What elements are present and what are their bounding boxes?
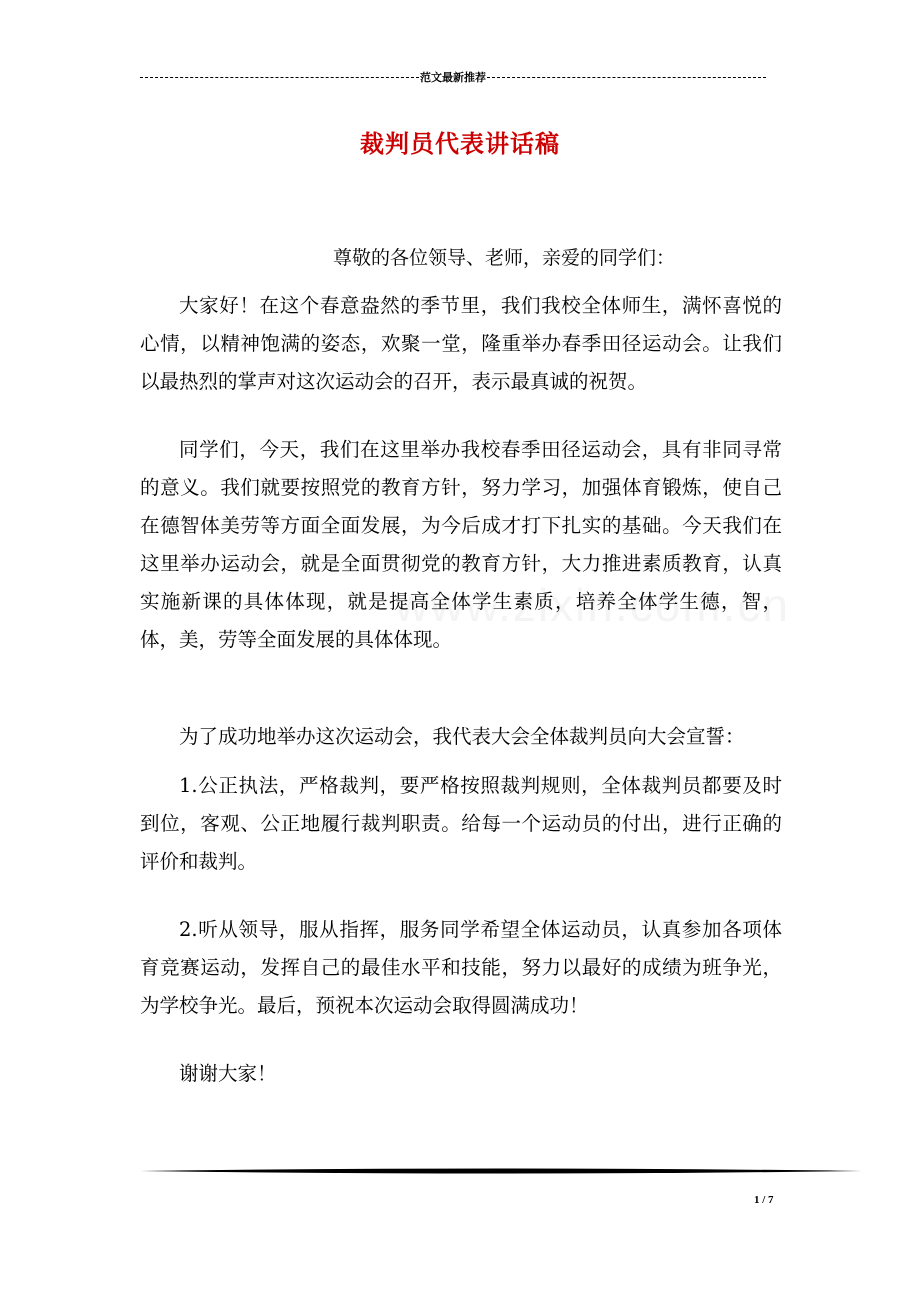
header-rule — [140, 70, 766, 84]
paragraph-4: 1.公正执法，严格裁判，要严格按照裁判规则，全体裁判员都要及时到位，客观、公正地履行裁判职责。给每一个运动员的付出，进行正确的评价和裁判。 — [140, 774, 782, 873]
header-dash-right — [487, 77, 766, 78]
salutation: 尊敬的各位领导、老师，亲爱的同学们： — [333, 247, 676, 269]
paragraph-6: 谢谢大家！ — [179, 1062, 277, 1085]
header-dash-left — [140, 77, 419, 78]
document-title: 裁判员代表讲话稿 — [360, 129, 560, 158]
page-indicator: 1 / 7 — [754, 1194, 774, 1206]
header-label: 范文最新推荐 — [420, 72, 486, 84]
paragraph-2: 同学们，今天，我们在这里举办我校春季田径运动会，具有非同寻常的意义。我们就要按照党的教育方针，努力学习，加强体育锻炼，使自己在德智体美劳等方面全面发展，为今后成才打下扎实的基础。今天我们在这里举办运动会，就是全面贯彻党的教育方针，大力推进素质教育，认真实施新课的具体体现，就是提高全体学生素质，培养全体学生德，智，体，美，劳等全面发展的具体体现。 — [140, 438, 782, 651]
paragraph-1: 大家好！在这个春意盎然的季节里，我们我校全体师生，满怀喜悦的心情，以精神饱满的姿态，欢聚一堂，隆重举办春季田径运动会。让我们以最热烈的掌声对这次运动会的召开，表示最真诚的祝贺。 — [140, 294, 782, 393]
footer-rule — [140, 1168, 862, 1174]
paragraph-5: 2.听从领导，服从指挥，服务同学希望全体运动员，认真参加各项体育竞赛运动，发挥自己的最佳水平和技能，努力以最好的成绩为班争光，为学校争光。最后，预祝本次运动会取得圆满成功！ — [140, 918, 782, 1017]
paragraph-3: 为了成功地举办这次运动会，我代表大会全体裁判员向大会宣誓： — [179, 725, 745, 748]
watermark — [395, 578, 790, 632]
